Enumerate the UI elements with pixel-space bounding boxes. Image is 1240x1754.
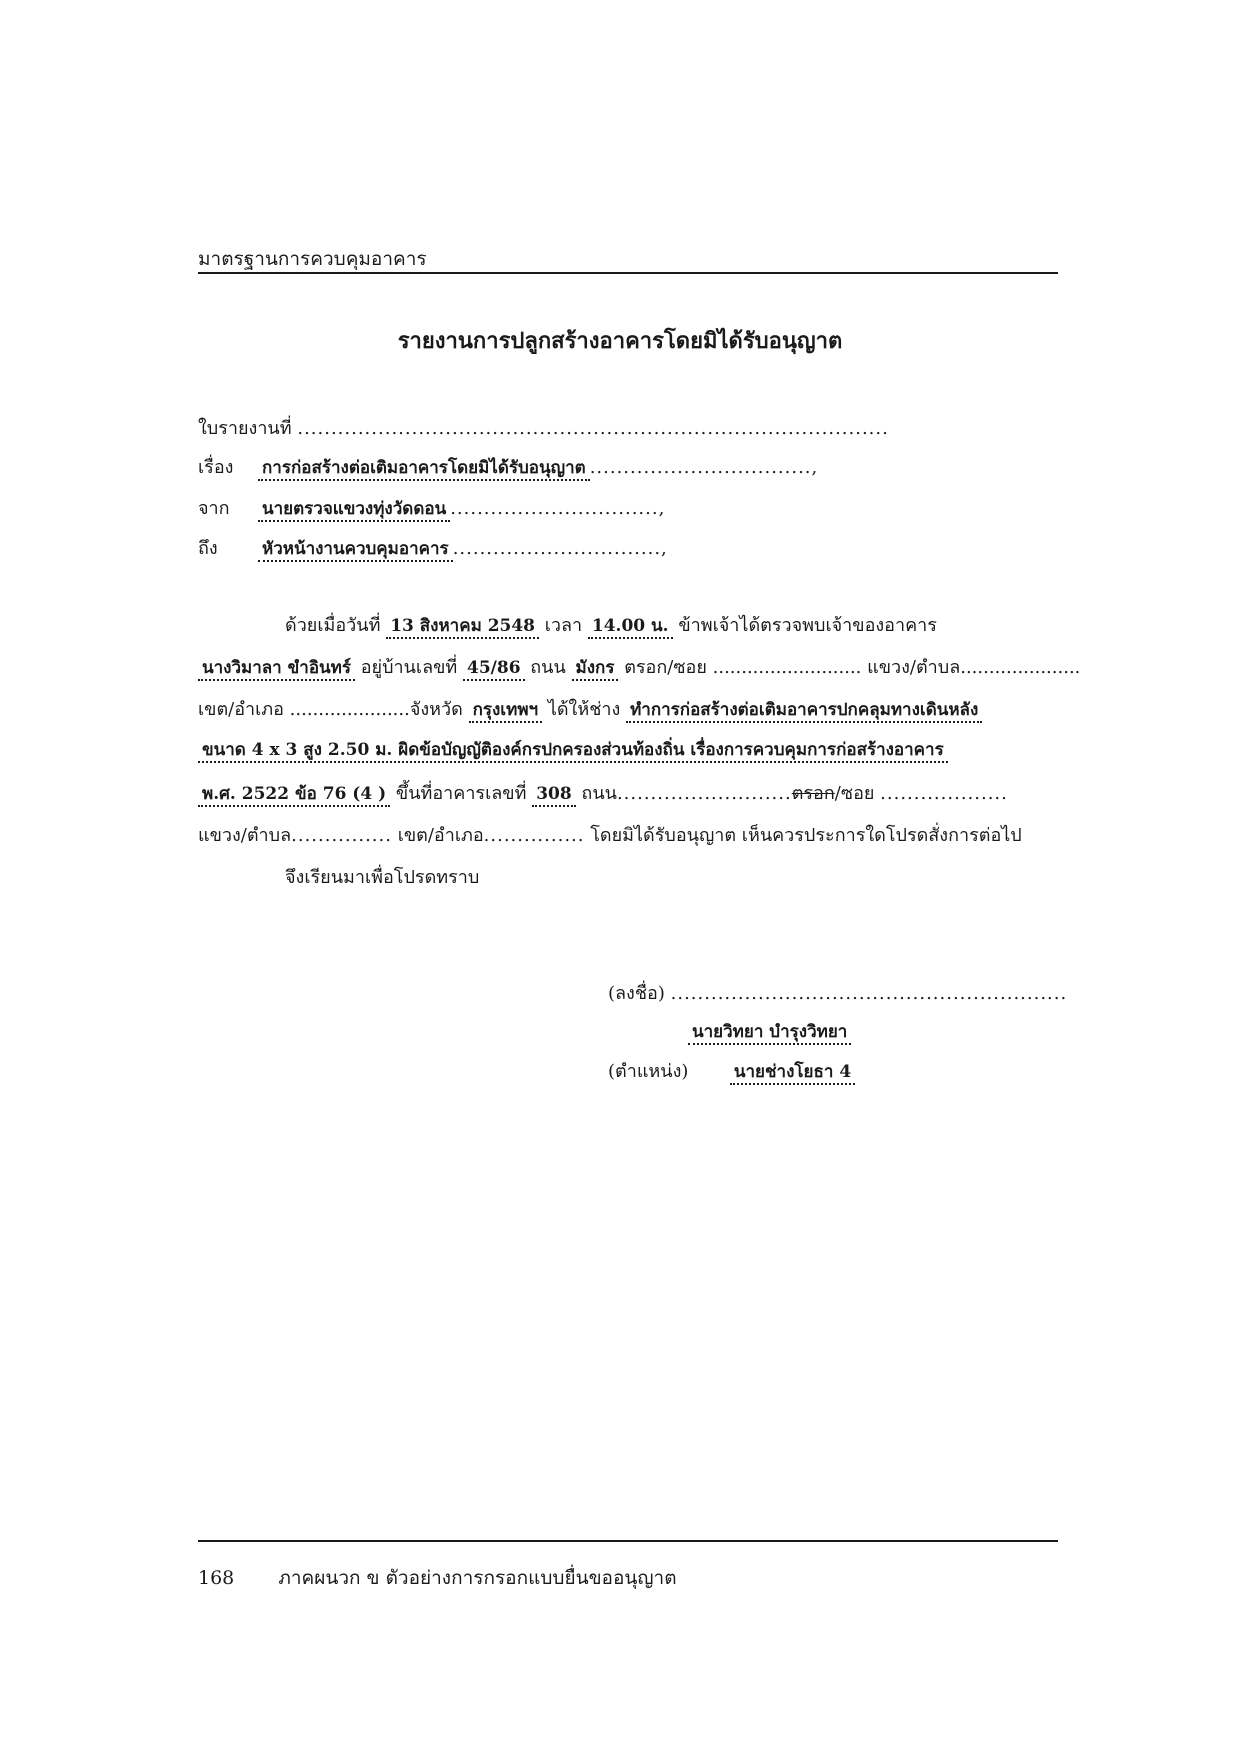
struck-text: ตรอก <box>791 783 835 804</box>
from-label: จาก <box>198 498 230 519</box>
signer-name: นายวิทยา บำรุงวิทยา <box>688 1022 851 1045</box>
subject-line <box>198 452 818 481</box>
from-blank: ..............................., <box>450 498 666 519</box>
position-line <box>608 1056 855 1085</box>
body-text: ตรอก/ซอย .......................... แขวง/ตำบล..................... <box>624 657 1081 678</box>
building-number: 308 <box>532 784 576 807</box>
body-text: ข้าพเจ้าได้ตรวจพบเจ้าของอาคาร <box>678 615 937 636</box>
body-text: แขวง/ตำบล <box>198 825 292 846</box>
owner-name: นางวิมาลา ขำอินทร์ <box>198 658 355 681</box>
body-text: อยู่บ้านเลขที่ <box>360 657 458 678</box>
to-value: หัวหน้างานควบคุมอาคาร <box>258 539 453 562</box>
body-text: ถนน <box>581 783 617 804</box>
to-line <box>198 533 668 562</box>
body-text: เวลา <box>544 615 583 636</box>
report-number-line <box>198 413 889 442</box>
body-text: เขต/อำเภอ .....................จังหวัด <box>198 699 463 720</box>
soi-blank: ................... <box>880 783 1008 804</box>
running-header: มาตรฐานการควบคุมอาคาร <box>198 248 427 270</box>
body-line-6 <box>198 820 1022 849</box>
header-rule <box>198 272 1058 274</box>
subject-blank: ................................., <box>589 457 819 478</box>
report-time: 14.00 น. <box>588 616 673 639</box>
subject-label: เรื่อง <box>198 457 234 478</box>
report-number-label: ใบรายงานที่ <box>198 418 292 439</box>
signature-blank: ........................................................... <box>670 983 1068 1004</box>
body-text: ได้ให้ช่าง <box>547 699 621 720</box>
signer-position: นายช่างโยธา 4 <box>730 1062 855 1085</box>
from-line <box>198 493 665 522</box>
body-text: ถนน <box>530 657 566 678</box>
footer-rule <box>198 1540 1058 1542</box>
position-label: (ตำแหน่ง) <box>608 1061 689 1082</box>
road-name: มังกร <box>572 658 619 681</box>
page-footer <box>198 1563 677 1593</box>
body-line-5 <box>198 778 1008 807</box>
signature-line <box>608 978 1067 1007</box>
signature-label: (ลงชื่อ) <box>608 983 665 1004</box>
law-reference: พ.ศ. 2522 ข้อ 76 (4 ) <box>198 784 390 807</box>
body-text: ด้วยเมื่อวันที่ <box>285 615 381 636</box>
to-label: ถึง <box>198 538 218 559</box>
house-number: 45/86 <box>463 658 525 681</box>
to-blank: ..............................., <box>452 538 668 559</box>
province-name: กรุงเทพฯ <box>469 700 543 723</box>
body-line-3 <box>198 694 982 723</box>
subdistrict-blank: ............... <box>291 825 392 846</box>
work-description-1: ทำการก่อสร้างต่อเติมอาคารปกคลุมทางเดินหลัง <box>626 700 982 723</box>
district-blank: ............... <box>483 825 585 846</box>
body-text: โดยมิได้รับอนุญาต เห็นควรประการใดโปรดสั่งการต่อไป <box>590 825 1022 846</box>
body-line-4 <box>198 736 948 763</box>
from-value: นายตรวจแขวงทุ่งวัดดอน <box>258 499 450 522</box>
work-description-2: ขนาด 4 x 3 สูง 2.50 ม. ผิดข้อบัญญัติองค์กรปกครองส่วนท้องถิ่น เรื่องการควบคุมการก่อสร้างอาคาร <box>198 740 948 763</box>
footer-section: ภาคผนวก ข ตัวอย่างการกรอกแบบยื่นขออนุญาต <box>278 1567 677 1589</box>
body-line-1 <box>285 610 937 639</box>
report-date: 13 สิงหาคม 2548 <box>386 616 539 639</box>
body-line-2 <box>198 652 1080 681</box>
signer-name-line <box>688 1018 851 1045</box>
subject-value: การก่อสร้างต่อเติมอาคารโดยมิได้รับอนุญาต <box>258 458 590 481</box>
report-title: รายงานการปลูกสร้างอาคารโดยมิได้รับอนุญาต <box>397 328 843 354</box>
body-text: ขึ้นที่อาคารเลขที่ <box>395 783 527 804</box>
body-text: เขต/อำเภอ <box>397 825 484 846</box>
road-blank: .......................... <box>616 783 792 804</box>
body-text: /ซอย <box>834 783 875 804</box>
closing-line: จึงเรียนมาเพื่อโปรดทราบ <box>285 867 480 888</box>
report-number-blank: ........................................................................................ <box>297 418 889 439</box>
page-number: 168 <box>198 1567 235 1589</box>
